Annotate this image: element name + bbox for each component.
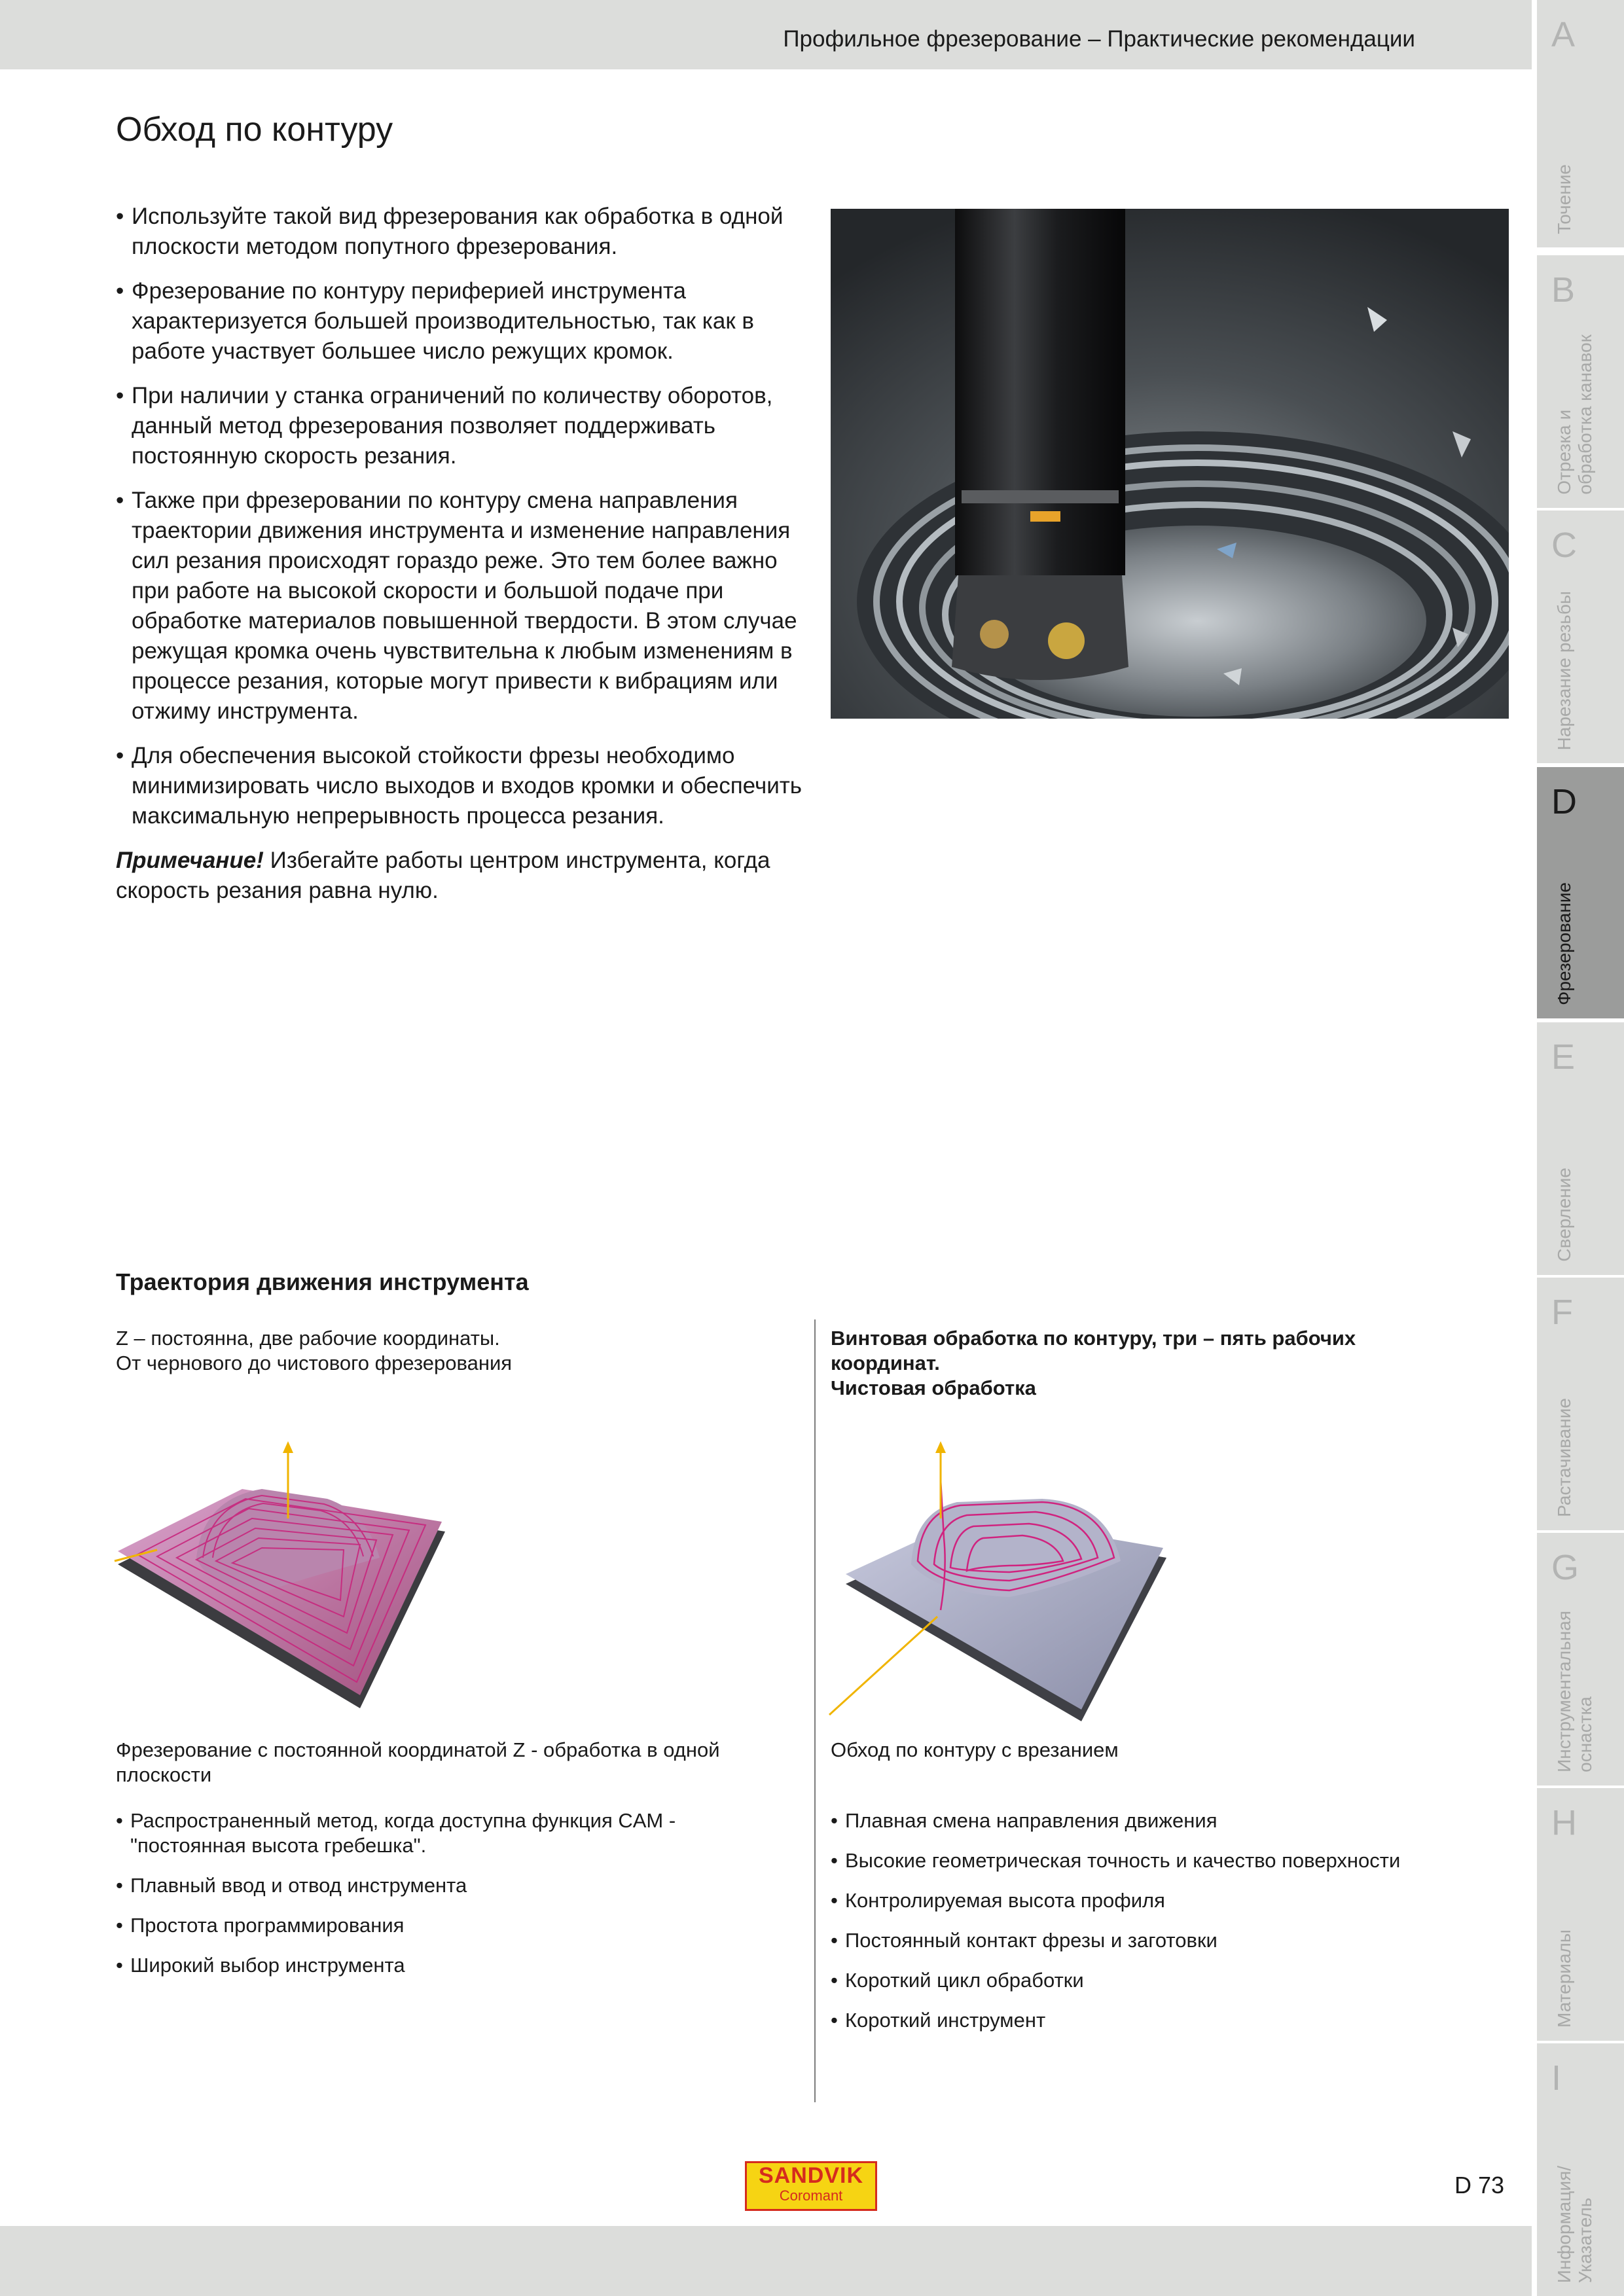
- tab-b[interactable]: [1537, 255, 1624, 508]
- header-title: Профильное фрезерование – Практические рекомендации: [783, 26, 1415, 52]
- intro-text: [116, 202, 803, 906]
- left-column-heading: [116, 1326, 770, 1376]
- tab-letter: H: [1551, 1803, 1577, 1842]
- tab-c[interactable]: [1537, 511, 1624, 763]
- tab-letter: C: [1551, 526, 1577, 565]
- left-feature-list: [116, 1808, 770, 1993]
- right-heading-line: Винтовая обработка по контуру, три – пять рабочих: [831, 1327, 1356, 1350]
- right-caption: Обход по контуру с врезанием: [831, 1738, 1119, 1761]
- list-item: • Фрезерование по контуру периферией инструмента характеризуется большей производительностью, так как в работе участвует большее число режущих кромок.: [116, 276, 803, 367]
- chapter-tabs: [1537, 0, 1624, 2296]
- right-heading-line: координат.: [831, 1352, 940, 1374]
- list-item: • Короткий цикл обработки: [831, 1968, 1525, 1993]
- left-heading-line: От чернового до чистового фрезерования: [116, 1352, 513, 1374]
- tab-i[interactable]: [1537, 2043, 1624, 2296]
- tab-letter: E: [1551, 1037, 1576, 1077]
- sandvik-coromant-logo: [745, 2161, 877, 2211]
- list-item: • Короткий инструмент: [831, 2008, 1525, 2033]
- note-label: Примечание!: [116, 848, 264, 873]
- right-heading-line: Чистовая обработка: [831, 1376, 1036, 1399]
- list-item: • Простота программирования: [116, 1913, 770, 1938]
- tab-label: Нарезание резьбы: [1554, 590, 1574, 750]
- note-text: Избегайте работы центром инструмента, когда скорость резания равна нулю.: [116, 848, 770, 903]
- list-item: • Для обеспечения высокой стойкости фрезы необходимо минимизировать число выходов и входов кромки и обеспечить максимальную непрерывность процесса резания.: [116, 741, 803, 831]
- tab-label: Информация/ Указатель: [1554, 2165, 1595, 2283]
- tab-label: Сверление: [1554, 1168, 1574, 1262]
- logo-line: SANDVIK: [758, 2163, 864, 2188]
- tab-label: Точение: [1554, 164, 1574, 234]
- tab-letter: A: [1551, 15, 1576, 54]
- note: [116, 846, 803, 906]
- page-title: Обход по контуру: [116, 111, 393, 149]
- list-item: • Контролируемая высота профиля: [831, 1888, 1525, 1913]
- tab-label: Фрезерование: [1554, 882, 1574, 1005]
- section-title: Траектория движения инструмента: [116, 1268, 529, 1295]
- tab-h[interactable]: [1537, 1788, 1624, 2041]
- recommendation-list: [116, 202, 803, 831]
- list-item: • Используйте такой вид фрезерования как обработка в одной плоскости методом попутного фрезерования.: [116, 202, 803, 262]
- tab-letter: B: [1551, 270, 1576, 310]
- list-item: • Также при фрезеровании по контуру смена направления траектории движения инструмента и изменение направления сил резания происходят гораздо реже. Это тем более важно при работе на высокой скорости и большой подаче при обработке материалов повышенной твердости. В этом случае режущая кромка очень чувствительна к любым изменениям в процессе резания, которые могут привести к вибрациям или отжиму инструмента.: [116, 486, 803, 726]
- tab-label: Инструментальная оснастка: [1554, 1611, 1595, 1772]
- tab-label: Отрезка и обработка канавок: [1554, 334, 1595, 495]
- tab-letter: F: [1551, 1293, 1573, 1332]
- tab-label: Растачивание: [1554, 1398, 1574, 1517]
- list-item: • Плавная смена направления движения: [831, 1808, 1525, 1833]
- contour-ramping-toolpath-figure: [826, 1440, 1180, 1728]
- tab-e[interactable]: [1537, 1022, 1624, 1275]
- tab-label: Материалы: [1554, 1929, 1574, 2028]
- left-heading-line: Z – постоянна, две рабочие координаты.: [116, 1327, 500, 1350]
- footer-bar: [0, 2226, 1532, 2296]
- tab-a[interactable]: [1537, 0, 1624, 247]
- list-item: • Плавный ввод и отвод инструмента: [116, 1873, 770, 1898]
- constant-z-toolpath-figure: [111, 1427, 452, 1721]
- tab-g[interactable]: [1537, 1533, 1624, 1785]
- list-item: • Постоянный контакт фрезы и заготовки: [831, 1928, 1525, 1953]
- page-number: D 73: [1454, 2172, 1505, 2198]
- right-column-heading: [831, 1326, 1407, 1401]
- list-item: • Широкий выбор инструмента: [116, 1953, 770, 1978]
- tab-letter: I: [1551, 2058, 1562, 2098]
- tab-f[interactable]: [1537, 1278, 1624, 1530]
- column-divider: [814, 1319, 816, 2102]
- tab-d[interactable]: [1537, 767, 1624, 1018]
- header-bar: [0, 0, 1532, 69]
- right-feature-list: [831, 1808, 1525, 2048]
- list-item: • При наличии у станка ограничений по количеству оборотов, данный метод фрезерования позволяет поддерживать постоянную скорость резания.: [116, 381, 803, 471]
- logo-line: Coromant: [779, 2187, 843, 2204]
- list-item: • Высокие геометрическая точность и качество поверхности: [831, 1848, 1525, 1873]
- tab-letter: G: [1551, 1548, 1579, 1587]
- tab-letter: D: [1551, 782, 1577, 821]
- list-item: • Распространенный метод, когда доступна функция CAM - "постоянная высота гребешка".: [116, 1808, 770, 1858]
- left-caption: Фрезерование с постоянной координатой Z - обработка в одной плоскости: [116, 1738, 720, 1786]
- milling-photo: [831, 209, 1509, 719]
